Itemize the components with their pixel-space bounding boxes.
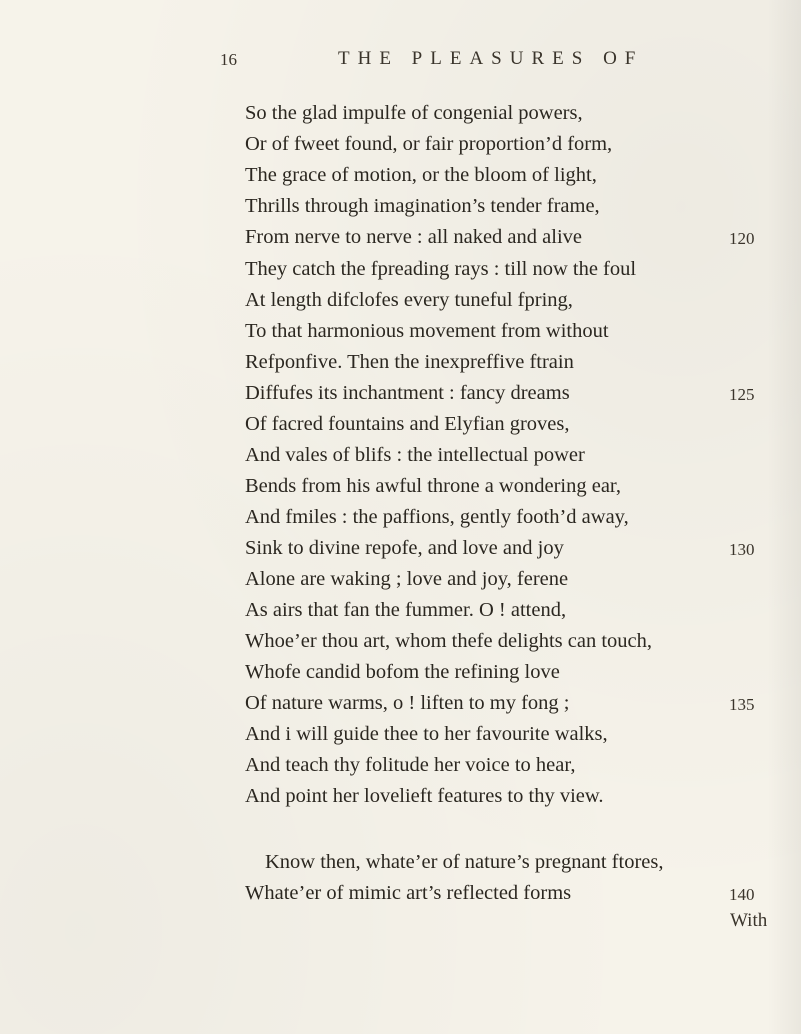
poem-line: Whofe candid bofom the refining love (245, 661, 560, 683)
poem-line: Bends from his awful throne a wondering ear, (245, 475, 622, 497)
page-number: 16 (220, 50, 237, 69)
poem-line: And point her lovelieft features to thy view. (245, 785, 604, 807)
line-number: 120 (729, 229, 755, 248)
poem-line: As airs that fan the fummer. O ! attend, (245, 599, 567, 621)
poem-line: From nerve to nerve : all naked and alive (245, 226, 582, 248)
poem-line: To that harmonious movement from without (245, 320, 609, 342)
line-number: 135 (729, 695, 755, 714)
line-number: 140 (729, 885, 755, 904)
poem-line: And vales of blifs : the intellectual power (245, 444, 585, 466)
running-title: THE PLEASURES OF (338, 48, 644, 69)
line-number: 125 (729, 385, 755, 404)
poem-line: The grace of motion, or the bloom of light, (245, 164, 597, 186)
poem-line: Of nature warms, o ! liften to my fong ; (245, 692, 570, 714)
poem-line: Of facred fountains and Elyfian groves, (245, 413, 570, 435)
poem-line: Know then, whate’er of nature’s pregnant ftores, (265, 851, 664, 873)
poem-line: Or of fweet found, or fair proportion’d form, (245, 133, 613, 155)
poem-line: And fmiles : the paffions, gently footh’d away, (245, 506, 629, 528)
poem-line: And i will guide thee to her favourite walks, (245, 723, 608, 745)
poem-line: So the glad impulfe of congenial powers, (245, 102, 583, 124)
line-number: 130 (729, 540, 755, 559)
poem-line: At length difclofes every tuneful fpring, (245, 289, 573, 311)
poem-line: Sink to divine repofe, and love and joy (245, 537, 564, 559)
poem-line: Whoe’er thou art, whom thefe delights can touch, (245, 630, 653, 652)
page-edge-shadow (767, 0, 801, 1034)
poem-line: Whate’er of mimic art’s reflected forms (245, 882, 572, 904)
poem-line: Thrills through imagination’s tender frame, (245, 195, 600, 217)
catchword: With (730, 910, 768, 931)
poem-line: They catch the fpreading rays : till now the foul (245, 258, 637, 280)
poem-line: Refponfive. Then the inexpreffive ftrain (245, 351, 574, 373)
poem-line: Diffufes its inchantment : fancy dreams (245, 382, 570, 404)
poem-line: And teach thy folitude her voice to hear, (245, 754, 576, 776)
poem-line: Alone are waking ; love and joy, ferene (245, 568, 569, 590)
